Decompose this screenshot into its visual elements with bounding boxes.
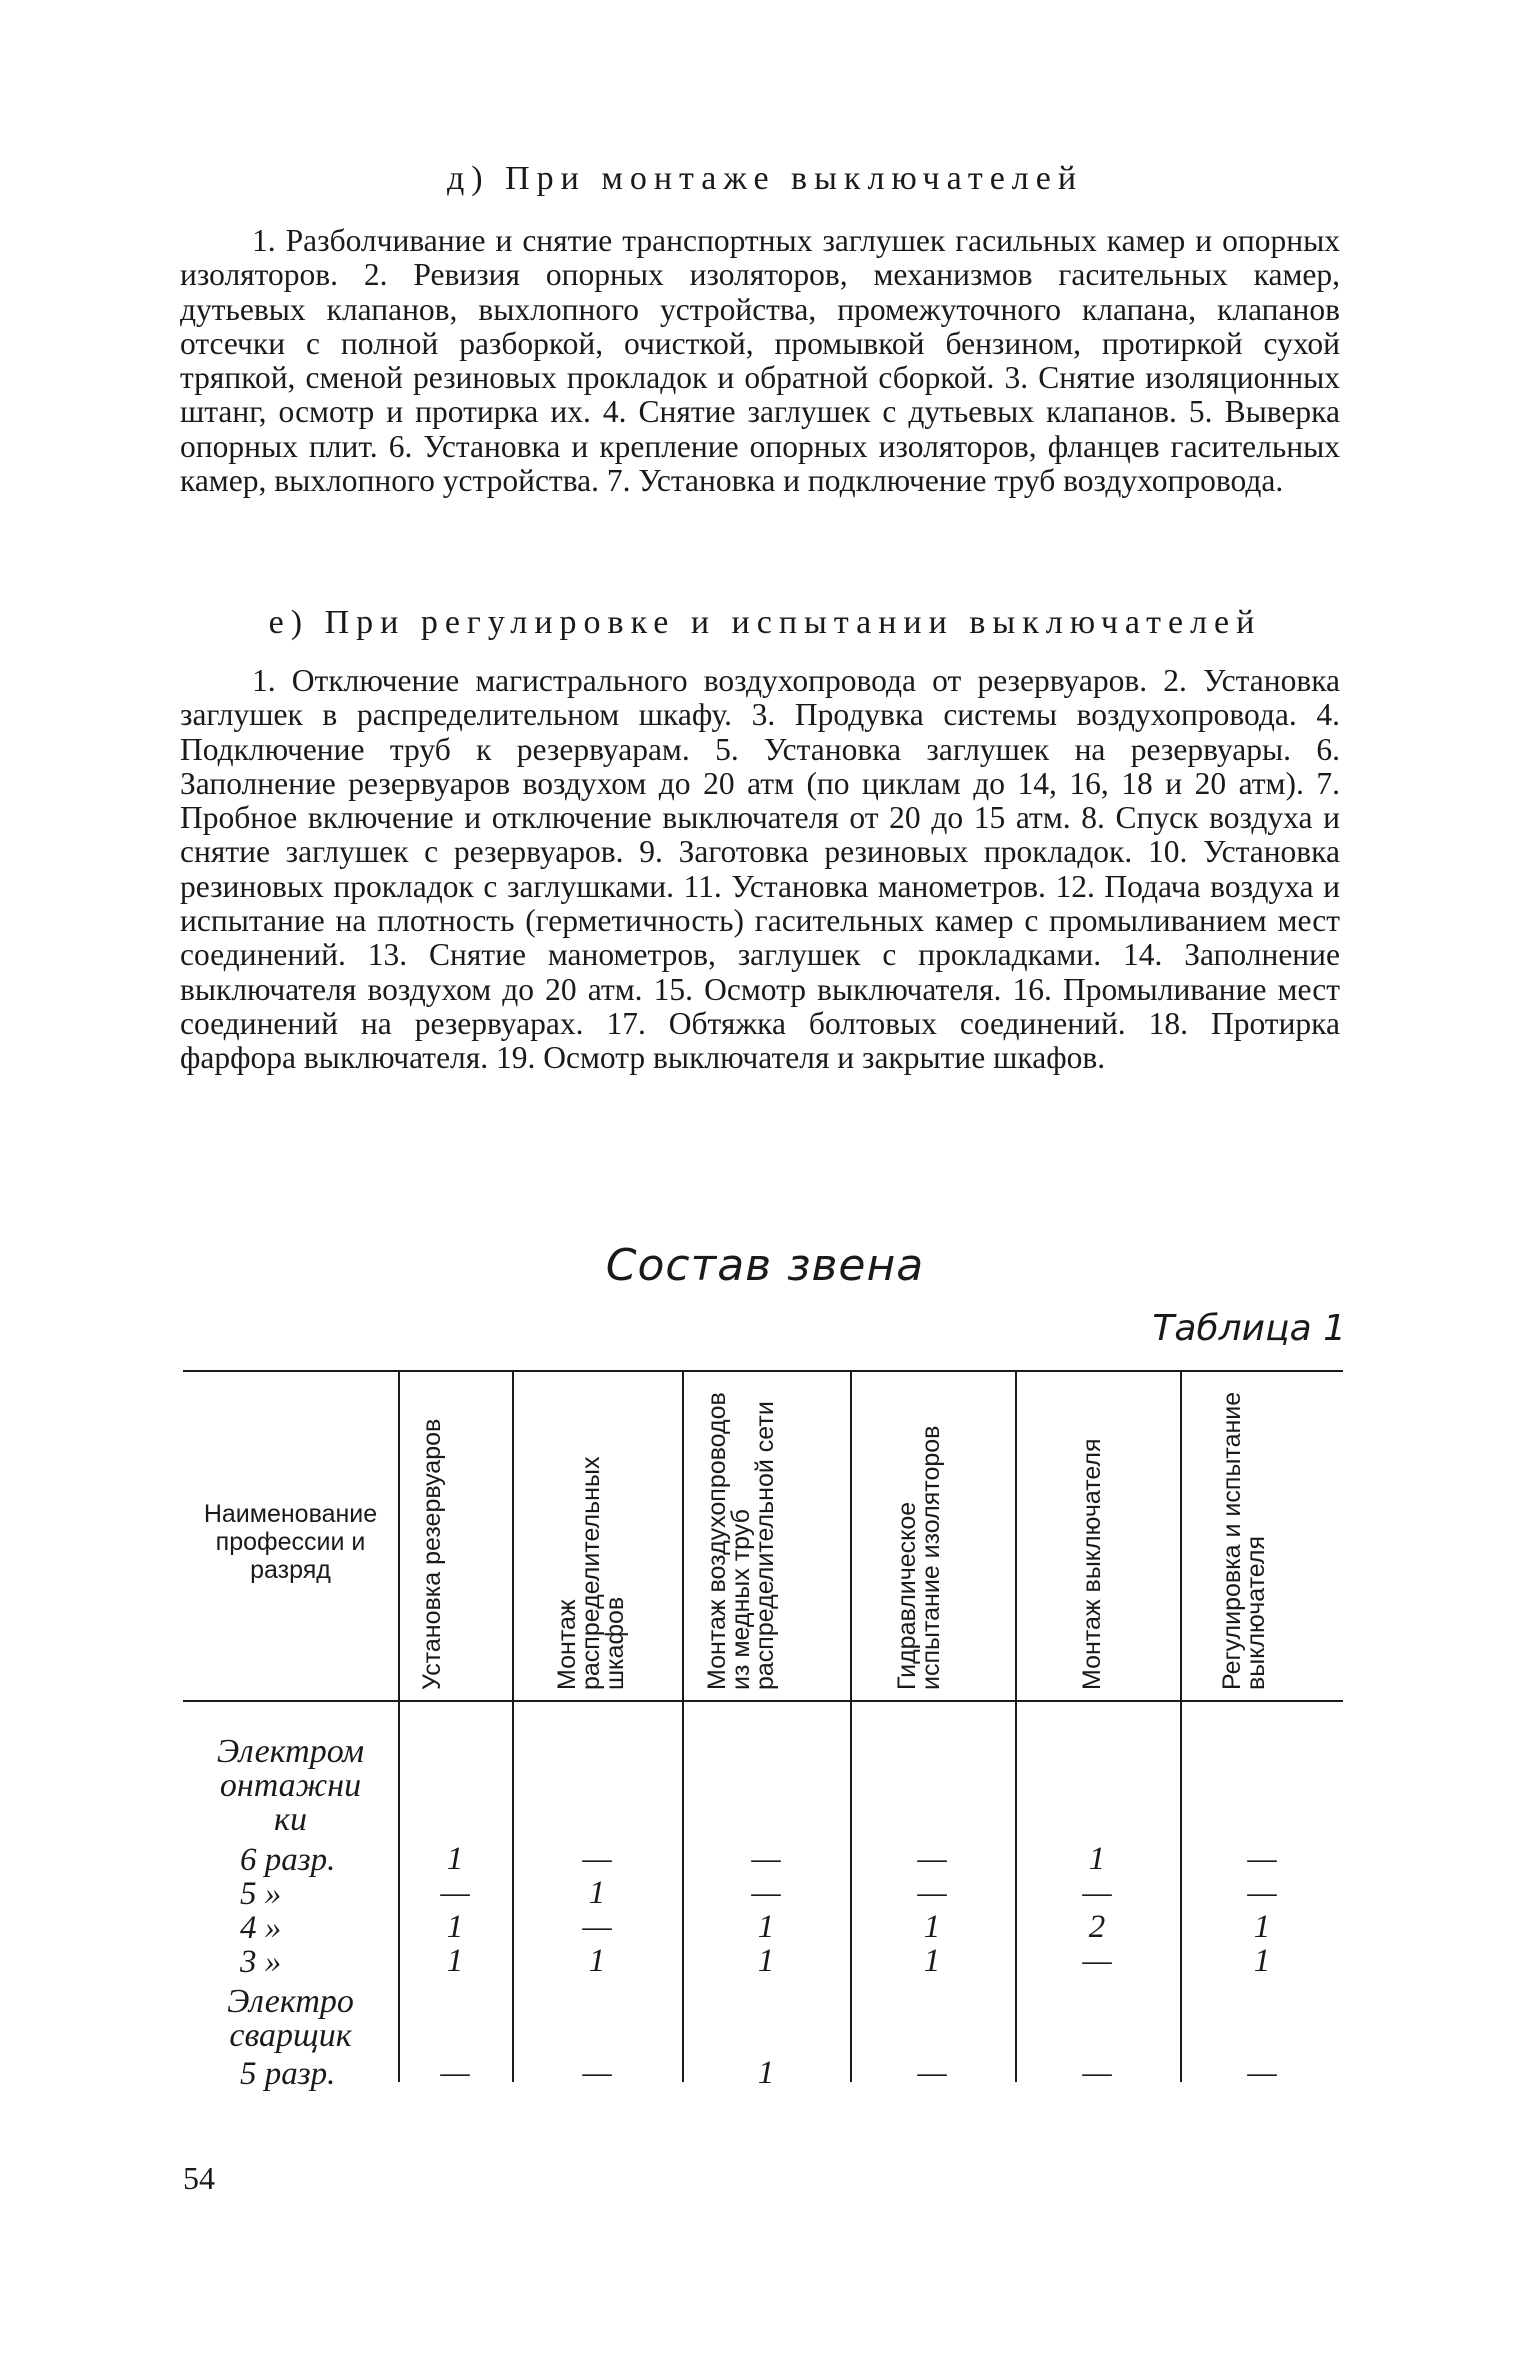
table-cell: — [917,2055,947,2091]
header-col-6: Регулировка и испытание выключателя [1218,1391,1270,1690]
col-divider [398,1702,400,2082]
header-col-2: Монтаж распределительных шкафов [553,1456,629,1690]
table-cell: — [751,1841,781,1877]
col-divider [850,1372,852,1700]
table-cell: — [1247,2055,1277,2091]
table-cell: — [1082,1943,1112,1979]
header-profession: Наименование профессии и разряд [203,1500,378,1584]
group-label-welder: Электросварщик [227,1983,354,2054]
table-cell: 1 [1088,1841,1106,1877]
table-cell: 1 [588,1943,606,1979]
rank-label: 6 разр. [240,1842,336,1878]
col-divider [512,1702,514,2082]
table-cell: — [1247,1875,1277,1911]
col-divider [1180,1372,1182,1700]
table-cell: 1 [1253,1909,1271,1945]
table-top-rule [183,1370,1343,1372]
section-e-heading: е) При регулировке и испытании выключателей [268,604,1262,641]
table-cell: 1 [446,1909,464,1945]
table-cell: 2 [1088,1909,1106,1945]
group-label-electricians: Электромонтажники [216,1733,365,1838]
table-cell: — [440,2055,470,2091]
table-cell: — [1082,2055,1112,2091]
rank-label: 5 разр. [240,2056,336,2092]
col-divider [682,1372,684,1700]
rank-label: 4 » [240,1910,282,1946]
table-cell: 1 [757,2055,775,2091]
header-col-3: Монтаж воздухопроводов из медных труб распределительной сети [703,1392,779,1690]
col-divider [512,1372,514,1700]
table-cell: — [751,1875,781,1911]
table-cell: — [582,1841,612,1877]
table-cell: — [582,2055,612,2091]
header-col-4: Гидравлическое испытание изоляторов [893,1425,945,1690]
col-divider [398,1372,400,1700]
section-e-paragraph: 1. Отключение магистрального воздухопровода от резервуаров. 2. Установка заглушек в распределительном шкафу. 3. Продувка системы воздухопровода. 4. Подключение труб к резервуарам. 5. Установка заглушек на резервуары. 6. Заполнение резервуаров воздухом до 20 атм (по циклам до 14, 16, 18 и 20 атм). 7. Пробное включение и отключение выключателя от 20 до 15 атм. 8. Спуск воздуха и снятие заглушек с резервуаров. 9. Заготовка резиновых прокладок. 10. Установка резиновых прокладок с заглушками. 11. Установка манометров. 12. Подача воздуха и испытание на плотность (герметичность) гасительных камер с промыливанием мест соединений. 13. Снятие манометров, заглушек с прокладками. 14. Заполнение выключателя воздухом до 20 атм. 15. Осмотр выключателя. 16. Промыливание мест соединений на резервуарах. 17. Обтяжка болтовых соединений. 18. Протирка фарфора выключателя. 19. Осмотр выключателя и закрытие шкафов. [180,663,1340,1076]
table-cell: 1 [588,1875,606,1911]
table-cell: 1 [446,1943,464,1979]
section-d-heading: д) При монтаже выключателей [446,160,1084,197]
col-divider [850,1702,852,2082]
page-number: 54 [183,2160,215,2196]
table-cell: 1 [923,1943,941,1979]
table-cell: 1 [446,1841,464,1877]
table-cell: — [440,1875,470,1911]
table-cell: — [917,1841,947,1877]
header-col-5: Монтаж выключателя [1078,1438,1106,1690]
table-cell: 1 [1253,1943,1271,1979]
rank-label: 5 » [240,1876,282,1912]
table-header-rule [183,1700,1343,1702]
table-label: Таблица 1 [1152,1308,1346,1349]
table-cell: — [1082,1875,1112,1911]
table-title: Состав звена [605,1240,925,1291]
col-divider [1015,1372,1017,1700]
section-d-paragraph: 1. Разболчивание и снятие транспортных заглушек гасильных камер и опорных изоляторов. 2. Ревизия опорных изоляторов, механизмов гасительных камер, дутьевых клапанов, выхлопного устройства, промежуточного клапана, клапанов отсечки с полной разборкой, очисткой, промывкой бензином, протиркой сухой тряпкой, сменой резиновых прокладок и обратной сборкой. 3. Снятие изоляционных штанг, осмотр и протирка их. 4. Снятие заглушек с дутьевых клапанов. 5. Выверка опорных плит. 6. Установка и крепление опорных изоляторов, фланцев гасительных камер, выхлопного устройства. 7. Установка и подключение труб воздухопровода. [180,223,1340,499]
col-divider [1180,1702,1182,2082]
table-cell: 1 [757,1943,775,1979]
rank-label: 3 » [240,1944,282,1980]
table-cell: 1 [757,1909,775,1945]
col-divider [682,1702,684,2082]
table-cell: — [1247,1841,1277,1877]
table-cell: — [917,1875,947,1911]
col-divider [1015,1702,1017,2082]
header-col-1: Установка резервуаров [418,1418,446,1690]
table-cell: — [582,1909,612,1945]
table-cell: 1 [923,1909,941,1945]
